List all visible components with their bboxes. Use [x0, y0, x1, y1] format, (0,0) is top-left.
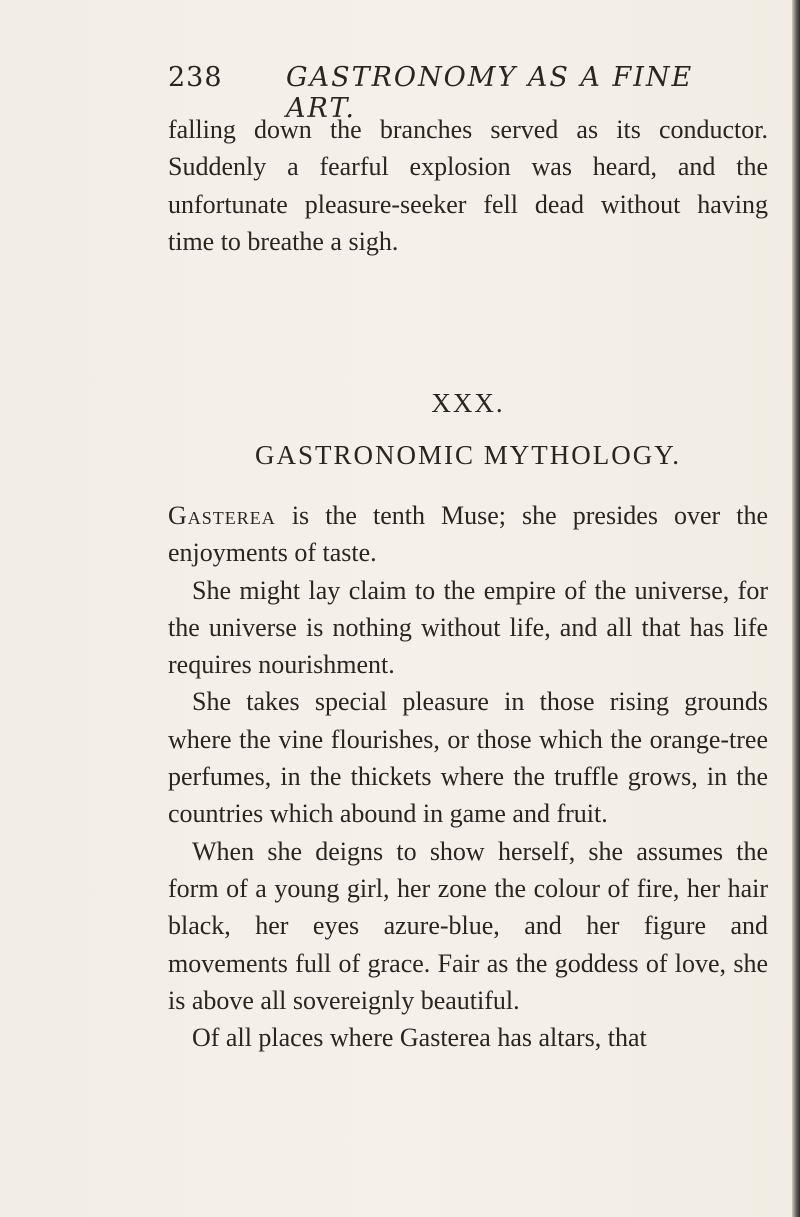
paragraph-1 — [168, 497, 768, 572]
chapter-number: XXX. — [431, 388, 505, 418]
page-edge-shadow — [792, 0, 800, 1217]
opening-paragraph: falling down the branches served as its conductor. Suddenly a fearful explosion was heard, and the unfortunate pleasure-seeker fell dead without having time to breathe a sigh. — [168, 115, 768, 256]
paragraph-4: When she deigns to show herself, she assumes the form of a young girl, her zone the colour of fire, her hair black, her eyes azure-blue, and her figure and movements full of grace. Fair as the goddess of love, she is above all sovereignly beautiful. — [168, 836, 768, 1015]
paragraph-2: She might lay claim to the empire of the universe, for the universe is nothing without life, and all that has life requires nourishment. — [168, 575, 768, 680]
paragraph-5: Of all places where Gasterea has altars, that — [192, 1023, 647, 1053]
page-header — [168, 62, 768, 124]
lead-word: Gasterea — [168, 501, 276, 530]
paragraph-3: She takes special pleasure in those rising grounds where the vine flourishes, or those which the orange-tree perfumes, in the thickets where the truffle grows, in the countries which abound in game and fruit. — [168, 687, 768, 829]
page-number: 238 — [168, 62, 223, 93]
running-head: GASTRONOMY AS A FINE ART. — [286, 62, 694, 124]
paragraph-1-text: is the tenth Muse; she presides over the enjoyments of taste. — [168, 501, 768, 568]
chapter-body — [168, 497, 768, 1056]
chapter-title: GASTRONOMIC MYTHOLOGY. — [254, 440, 682, 470]
opening-text — [168, 111, 768, 260]
